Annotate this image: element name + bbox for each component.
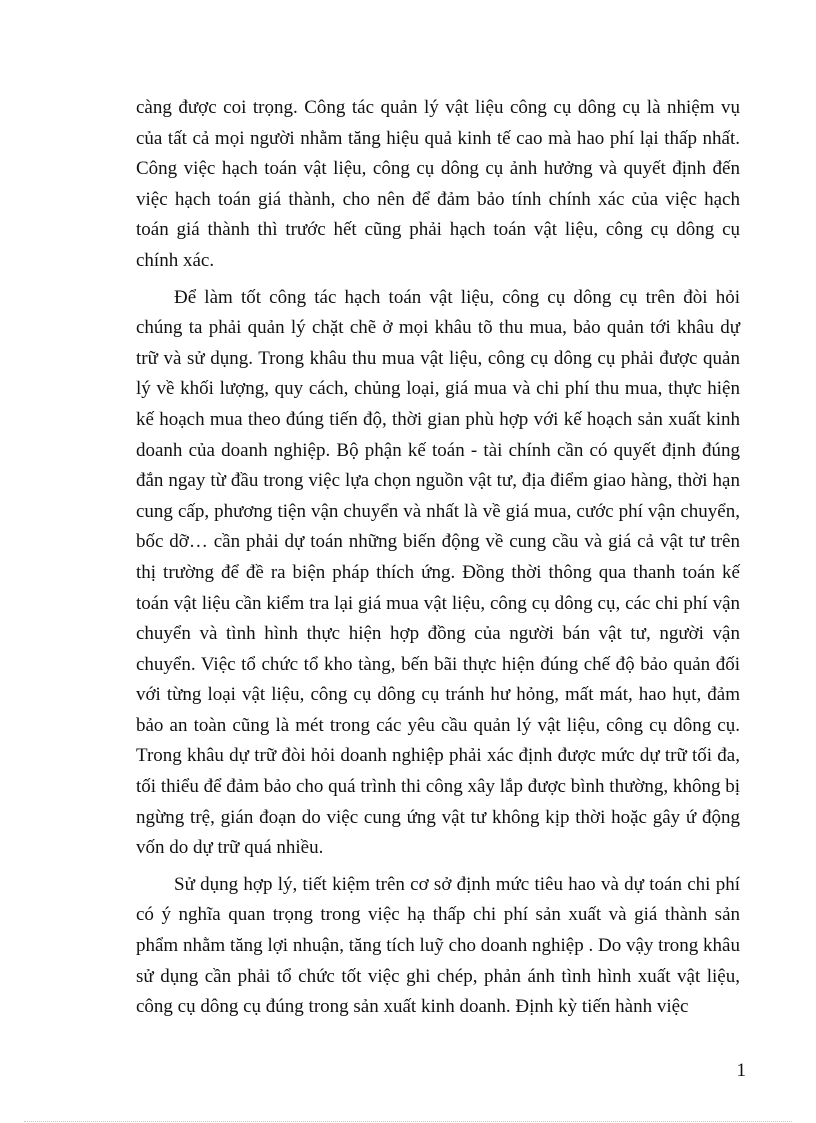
paragraph-usage: Sử dụng hợp lý, tiết kiệm trên cơ sở định mức tiêu hao và dự toán chi phí có ý nghĩa quan trọng trong việc hạ thấp chi phí sản xuất và giá thành sản phẩm nhằm tăng lợi nhuận, tăng tích luỹ cho doanh nghiệp . Do vậy trong khâu sử dụng cần phải tổ chức tốt việc ghi chép, phản ánh tình hình xuất vật liệu, công cụ dông cụ đúng trong sản xuất kinh doanh. Định kỳ tiến hành việc [136, 873, 740, 1018]
footer-divider [24, 1121, 792, 1122]
page-number: 1 [736, 1060, 746, 1081]
paragraph-material-management: Để làm tốt công tác hạch toán vật liệu, công cụ dông cụ trên đòi hỏi chúng ta phải quản lý chặt chẽ ở mọi khâu tõ thu mua, bảo quản tới khâu dự trữ và sử dụng. Trong khâu thu mua vật liệu, công cụ dông cụ phải được quản lý về khối lượng, quy cách, chủng loại, giá mua và chi phí thu mua, thực hiện kế hoạch mua theo đúng tiến độ, thời gian phù hợp với kế hoạch sản xuất kinh doanh của doanh nghiệp. Bộ phận kế toán - tài chính cần có quyết định đúng đắn ngay từ đầu trong việc lựa chọn nguồn vật tư, địa điểm giao hàng, thời hạn cung cấp, phương tiện vận chuyển và nhất là về giá mua, cước phí vận chuyển, bốc dỡ… cần phải dự toán những biến động về cung cầu và giá cả vật tư trên thị trường để đề ra biện pháp thích ứng. Đồng thời thông qua thanh toán kế toán vật liệu cần kiểm tra lại giá mua vật liệu, công cụ dông cụ, các chi phí vận chuyển và tình hình thực hiện hợp đồng của người bán vật tư, người vận chuyển. Việc tổ chức tổ kho tàng, bến bãi thực hiện đúng chế độ bảo quản đối với từng loại vật liệu, công cụ dông cụ tránh hư hỏng, mất mát, hao hụt, đảm bảo an toàn cũng là mét trong các yêu cầu quản lý vật liệu, công cụ dông cụ. Trong khâu dự trữ đòi hỏi doanh nghiệp phải xác định được mức dự trữ tối đa, tối thiểu để đảm bảo cho quá trình thi công xây lắp được bình thường, không bị ngừng trệ, gián đoạn do việc cung ứng vật tư không kịp thời hoặc gây ứ động vốn do dự trữ quá nhiều. [136, 286, 740, 859]
document-body [136, 93, 740, 1029]
paragraph-continuation: càng được coi trọng. Công tác quản lý vật liệu công cụ dông cụ là nhiệm vụ của tất cả mọi người nhằm tăng hiệu quả kinh tế cao mà hao phí lại thấp nhất. Công việc hạch toán vật liệu, công cụ dông cụ ảnh hưởng và quyết định đến việc hạch toán giá thành, cho nên để đảm bảo tính chính xác của việc hạch toán giá thành thì trước hết cũng phải hạch toán vật liệu, công cụ dông cụ chính xác. [136, 97, 740, 271]
